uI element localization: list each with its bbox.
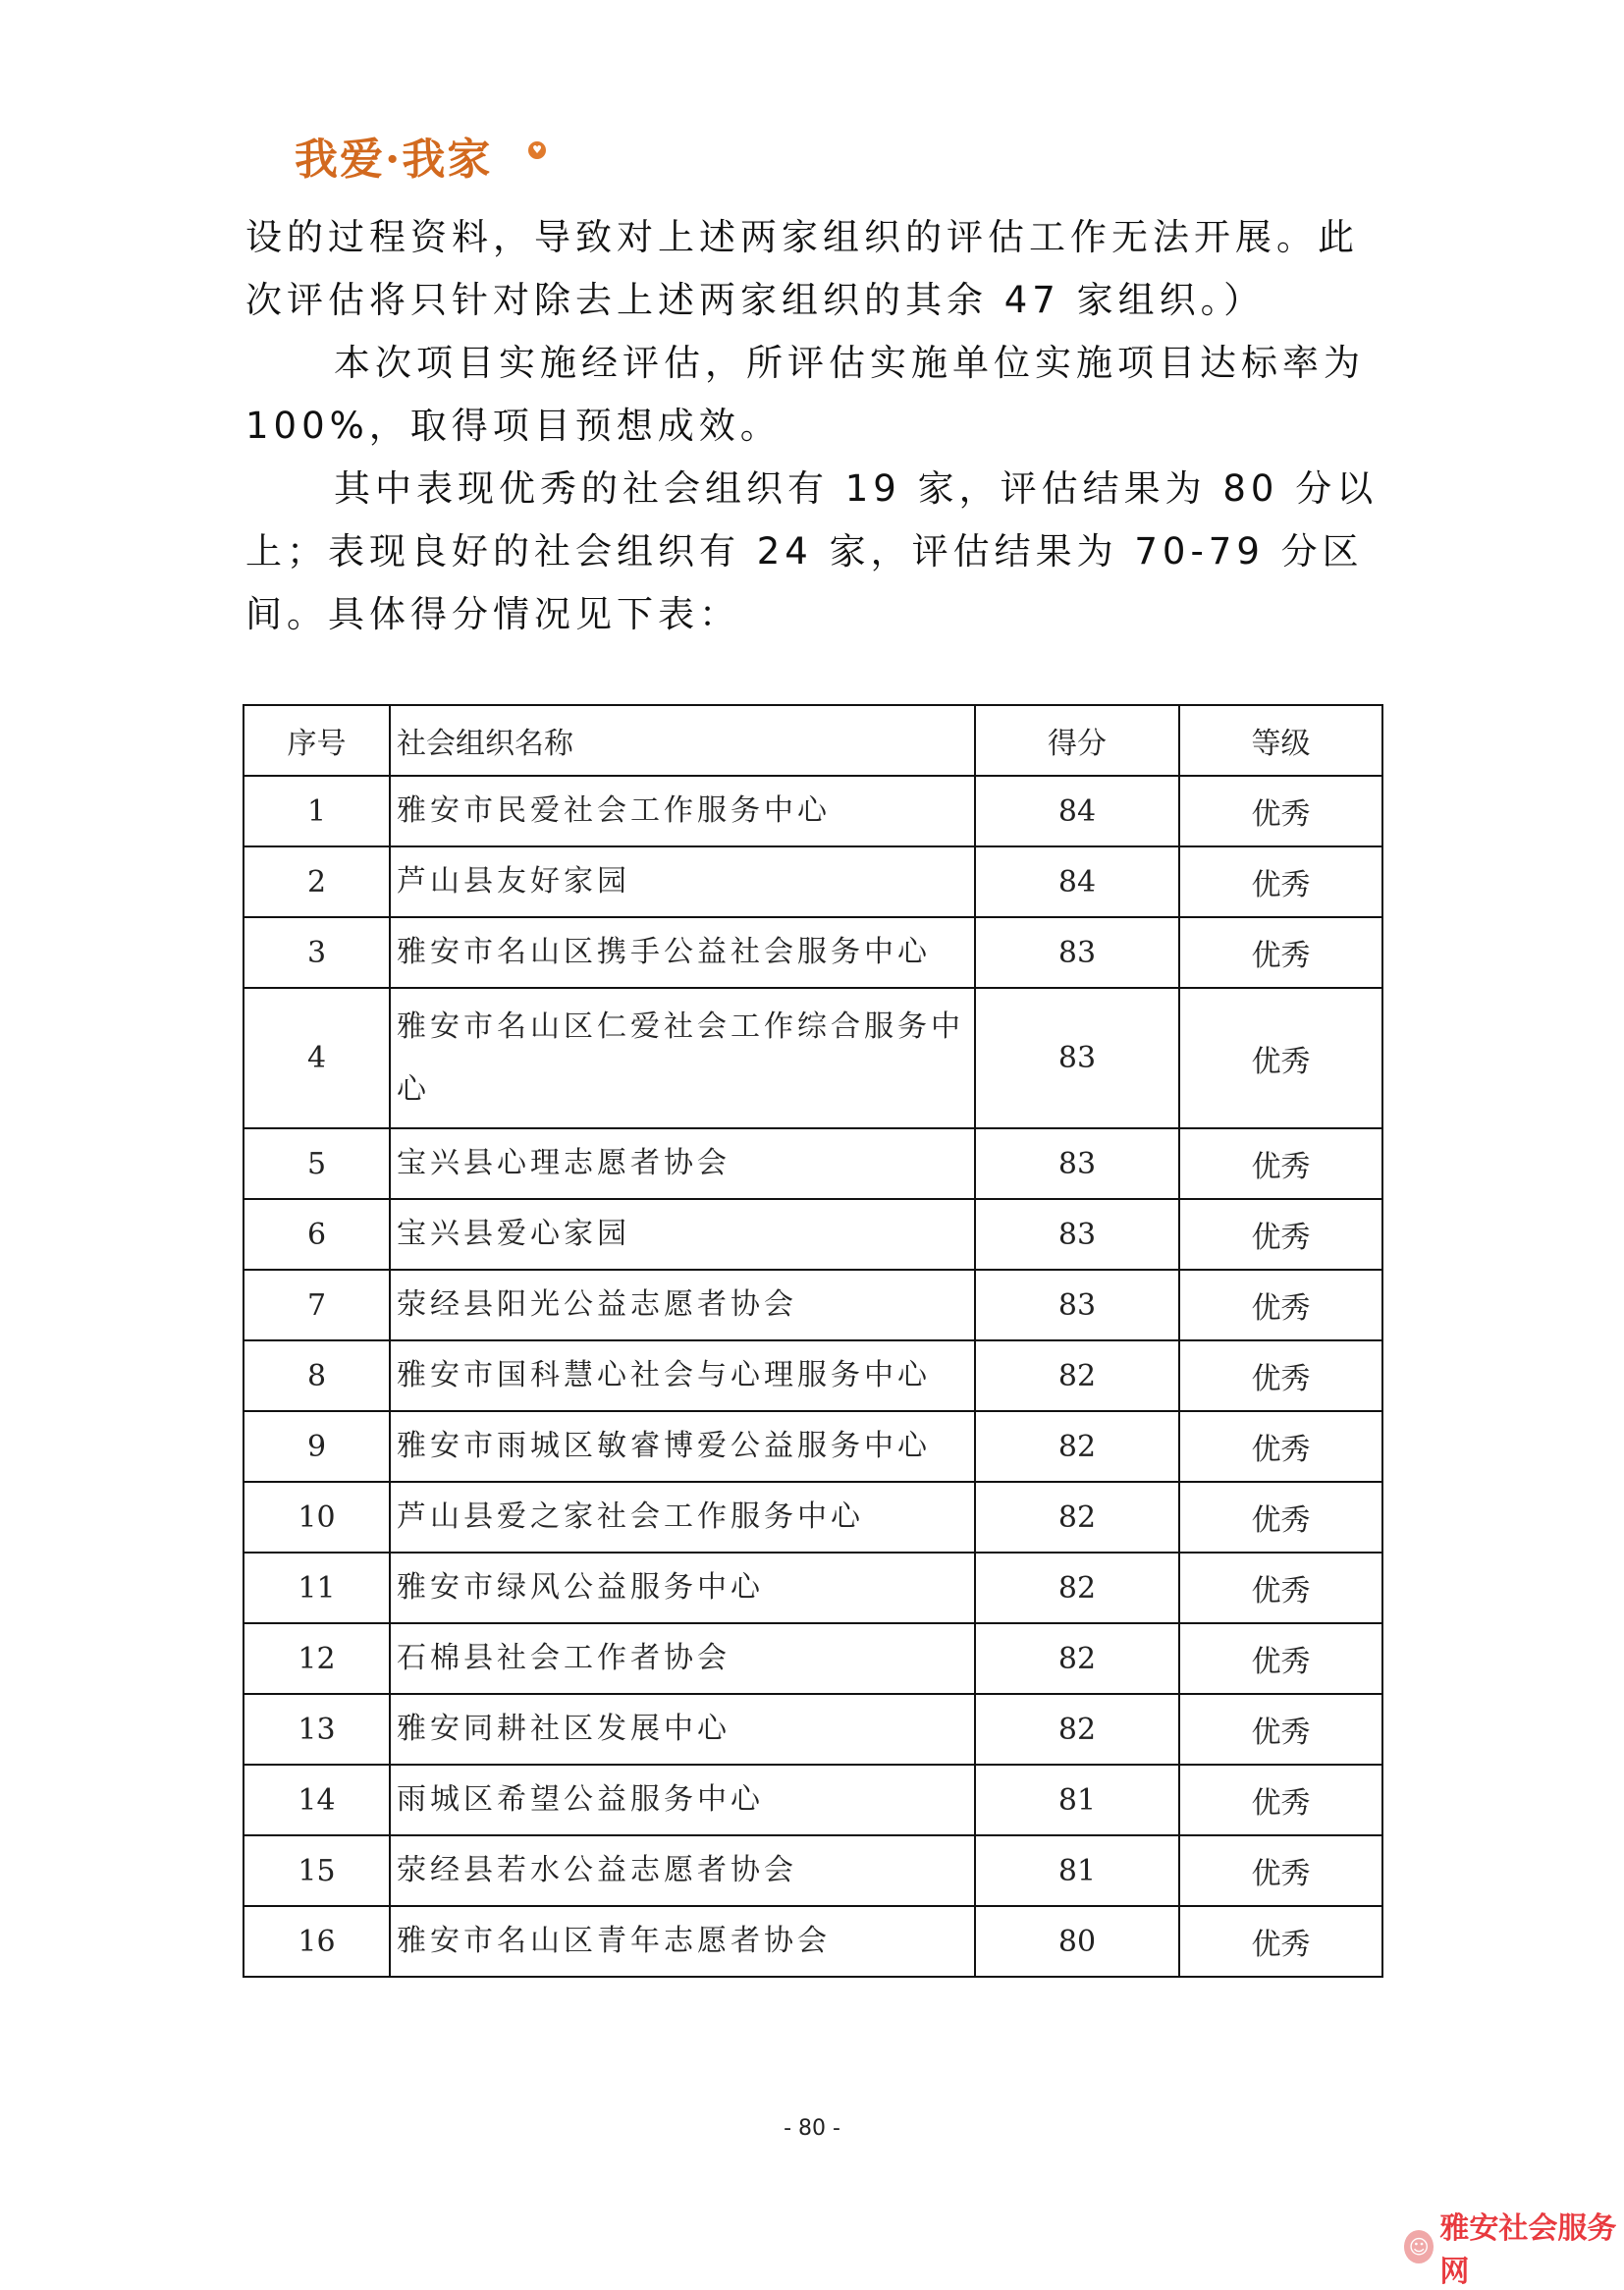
row-number: 8 bbox=[244, 1340, 390, 1411]
table-row bbox=[244, 1340, 1382, 1411]
row-grade: 优秀 bbox=[1179, 988, 1382, 1128]
row-number: 6 bbox=[244, 1199, 390, 1270]
row-name: 雅安市名山区仁爱社会工作综合服务中心 bbox=[390, 988, 975, 1128]
row-score: 82 bbox=[975, 1694, 1179, 1765]
row-score: 84 bbox=[975, 846, 1179, 917]
row-score: 83 bbox=[975, 1270, 1179, 1340]
row-grade: 优秀 bbox=[1179, 1765, 1382, 1835]
row-number: 10 bbox=[244, 1482, 390, 1553]
row-score: 82 bbox=[975, 1623, 1179, 1694]
row-grade: 优秀 bbox=[1179, 1128, 1382, 1199]
row-grade: 优秀 bbox=[1179, 776, 1382, 846]
paragraph-2: 本次项目实施经评估，所评估实施单位实施项目达标率为 100%，取得项目预想成效。 bbox=[245, 342, 1365, 447]
row-name: 芦山县爱之家社会工作服务中心 bbox=[390, 1482, 975, 1553]
row-score: 83 bbox=[975, 917, 1179, 988]
row-grade: 优秀 bbox=[1179, 1835, 1382, 1906]
table-row bbox=[244, 1694, 1382, 1765]
watermark-text: 雅安社会服务网 bbox=[1439, 2211, 1617, 2289]
row-grade: 优秀 bbox=[1179, 1694, 1382, 1765]
row-number: 11 bbox=[244, 1553, 390, 1623]
row-number: 15 bbox=[244, 1835, 390, 1906]
table-row bbox=[244, 1482, 1382, 1553]
table-row bbox=[244, 917, 1382, 988]
row-score: 80 bbox=[975, 1906, 1179, 1977]
row-number: 12 bbox=[244, 1623, 390, 1694]
document-header bbox=[244, 110, 542, 187]
row-grade: 优秀 bbox=[1179, 1411, 1382, 1482]
row-number: 3 bbox=[244, 917, 390, 988]
row-score: 83 bbox=[975, 1199, 1179, 1270]
row-name: 雅安同耕社区发展中心 bbox=[390, 1694, 975, 1765]
row-score: 83 bbox=[975, 988, 1179, 1128]
row-score: 83 bbox=[975, 1128, 1179, 1199]
row-name: 荥经县阳光公益志愿者协会 bbox=[390, 1270, 975, 1340]
table-row bbox=[244, 1553, 1382, 1623]
row-number: 4 bbox=[244, 988, 390, 1128]
header-grade: 等级 bbox=[1179, 705, 1382, 776]
paragraph-3: 其中表现优秀的社会组织有 19 家，评估结果为 80 分以上；表现良好的社会组织有 24 家，评估结果为 70-79 分区间。具体得分情况见下表： bbox=[245, 467, 1379, 635]
header-logo-title: 我爱·我家 bbox=[295, 135, 493, 185]
row-number: 14 bbox=[244, 1765, 390, 1835]
row-name: 雅安市民爱社会工作服务中心 bbox=[390, 776, 975, 846]
watermark bbox=[1404, 2211, 1624, 2289]
row-name: 雨城区希望公益服务中心 bbox=[390, 1765, 975, 1835]
row-grade: 优秀 bbox=[1179, 1906, 1382, 1977]
table-row bbox=[244, 988, 1382, 1128]
row-name: 雅安市雨城区敏睿博爱公益服务中心 bbox=[390, 1411, 975, 1482]
row-grade: 优秀 bbox=[1179, 1553, 1382, 1623]
row-grade: 优秀 bbox=[1179, 1482, 1382, 1553]
header-score: 得分 bbox=[975, 705, 1179, 776]
table-header-row bbox=[244, 705, 1382, 776]
table-row bbox=[244, 1906, 1382, 1977]
row-score: 82 bbox=[975, 1340, 1179, 1411]
row-number: 7 bbox=[244, 1270, 390, 1340]
row-name: 雅安市国科慧心社会与心理服务中心 bbox=[390, 1340, 975, 1411]
row-name: 雅安市绿风公益服务中心 bbox=[390, 1553, 975, 1623]
row-number: 2 bbox=[244, 846, 390, 917]
table-row bbox=[244, 1199, 1382, 1270]
watermark-logo-icon: ☺ bbox=[1404, 2230, 1434, 2263]
heart-icon: ♥ bbox=[528, 141, 546, 159]
table-row bbox=[244, 1765, 1382, 1835]
row-grade: 优秀 bbox=[1179, 1270, 1382, 1340]
row-score: 82 bbox=[975, 1411, 1179, 1482]
table-row bbox=[244, 1128, 1382, 1199]
row-number: 16 bbox=[244, 1906, 390, 1977]
row-name: 雅安市名山区携手公益社会服务中心 bbox=[390, 917, 975, 988]
row-grade: 优秀 bbox=[1179, 846, 1382, 917]
table-row bbox=[244, 776, 1382, 846]
header-name: 社会组织名称 bbox=[390, 705, 975, 776]
row-grade: 优秀 bbox=[1179, 917, 1382, 988]
row-number: 13 bbox=[244, 1694, 390, 1765]
table-row bbox=[244, 1835, 1382, 1906]
row-number: 5 bbox=[244, 1128, 390, 1199]
row-score: 82 bbox=[975, 1482, 1179, 1553]
row-score: 81 bbox=[975, 1835, 1179, 1906]
row-name: 雅安市名山区青年志愿者协会 bbox=[390, 1906, 975, 1977]
row-grade: 优秀 bbox=[1179, 1623, 1382, 1694]
row-number: 9 bbox=[244, 1411, 390, 1482]
table-row bbox=[244, 1623, 1382, 1694]
row-score: 82 bbox=[975, 1553, 1179, 1623]
row-grade: 优秀 bbox=[1179, 1340, 1382, 1411]
row-name: 荥经县若水公益志愿者协会 bbox=[390, 1835, 975, 1906]
row-score: 81 bbox=[975, 1765, 1179, 1835]
table-row bbox=[244, 846, 1382, 917]
row-name: 宝兴县心理志愿者协会 bbox=[390, 1128, 975, 1199]
row-name: 石棉县社会工作者协会 bbox=[390, 1623, 975, 1694]
header-number: 序号 bbox=[244, 705, 390, 776]
table-row bbox=[244, 1411, 1382, 1482]
page-number: - 80 - bbox=[784, 2116, 840, 2141]
row-name: 宝兴县爱心家园 bbox=[390, 1199, 975, 1270]
paragraph-1: 设的过程资料，导致对上述两家组织的评估工作无法开展。此次评估将只针对除去上述两家组织的其余 47 家组织。） bbox=[245, 216, 1359, 321]
row-number: 1 bbox=[244, 776, 390, 846]
table-row bbox=[244, 1270, 1382, 1340]
row-score: 84 bbox=[975, 776, 1179, 846]
row-name: 芦山县友好家园 bbox=[390, 846, 975, 917]
score-table bbox=[243, 704, 1383, 1978]
row-grade: 优秀 bbox=[1179, 1199, 1382, 1270]
